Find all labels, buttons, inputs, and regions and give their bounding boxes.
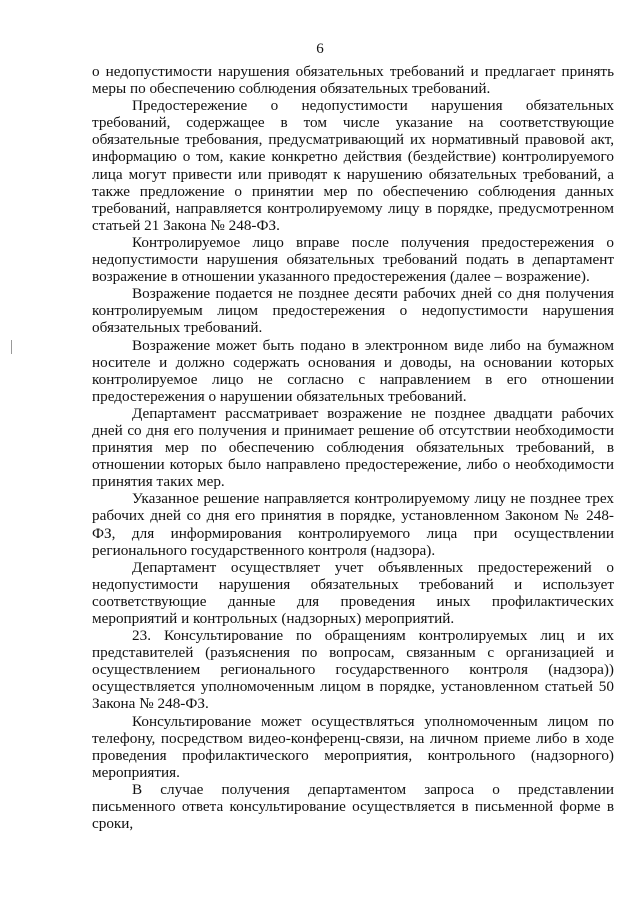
paragraph: Указанное решение направляется контролируемому лицу не позднее трех рабочих дней со дня его принятия в порядке, установленном Законом № 248-ФЗ, для информирования контролируемого лица при осуществлении регионального государственного контроля (надзора). [92, 490, 614, 559]
paragraph: Предостережение о недопустимости нарушения обязательных требований, содержащее в том числе указание на соответствующие обязательные требования, предусматривающий их нормативный правовой акт, информацию о том, какие конкретно действия (бездействие) контролируемого лица могут привести или приводят к нарушению обязательных требований, а также предложение о принятии мер по обеспечению соблюдения данных требований, направляется контролируемому лицу в порядке, предусмотренном статьей 21 Закона № 248-ФЗ. [92, 97, 614, 234]
margin-mark [11, 340, 12, 354]
paragraph: Возражение подается не позднее десяти рабочих дней со дня получения контролируемым лицом предостережения о недопустимости нарушения обязательных требований. [92, 285, 614, 337]
paragraph: Консультирование может осуществляться уполномоченным лицом по телефону, посредством видео-конференц-связи, на личном приеме либо в ходе проведения профилактического мероприятия, контрольного (надзорного) мероприятия. [92, 712, 614, 781]
paragraph: В случае получения департаментом запроса о представлении письменного ответа консультирование осуществляется в письменной форме в сроки, [92, 780, 614, 833]
paragraph: Департамент осуществляет учет объявленных предостережений о недопустимости нарушения обязательных требований и использует соответствующие данные для проведения иных профилактических мероприятий и контрольных (надзорных) мероприятий. [92, 558, 614, 627]
paragraph: Департамент рассматривает возражение не позднее двадцати рабочих дней со дня его получения и принимает решение об отсутствии необходимости принятия мер по обеспечению соблюдения обязательных требований, в отношении которых было направлено предостережение, либо о необходимости принятия таких мер. [92, 404, 614, 491]
paragraph: о недопустимости нарушения обязательных требований и предлагает принять меры по обеспечению соблюдения обязательных требований. [92, 63, 614, 98]
paragraph: Возражение может быть подано в электронном виде либо на бумажном носителе и должно содержать основания и доводы, на основании которых контролируемое лицо не согласно с направлением в его отношении предостережения о нарушении обязательных требований. [92, 336, 614, 405]
paragraph-item-23: 23. Консультирование по обращениям контролируемых лиц и их представителей (разъяснения по вопросам, связанным с организацией и осуществлением регионального государственного контроля (надзора)) осуществляется уполномоченным лицом в порядке, установленном статьей 50 Закона № 248-ФЗ. [92, 627, 614, 713]
body-text [92, 63, 614, 832]
paragraph: Контролируемое лицо вправе после получения предостережения о недопустимости нарушения обязательных требований подать в департамент возражение в отношении указанного предостережения (далее – возражение). [92, 233, 614, 286]
page-number: 6 [316, 41, 324, 57]
